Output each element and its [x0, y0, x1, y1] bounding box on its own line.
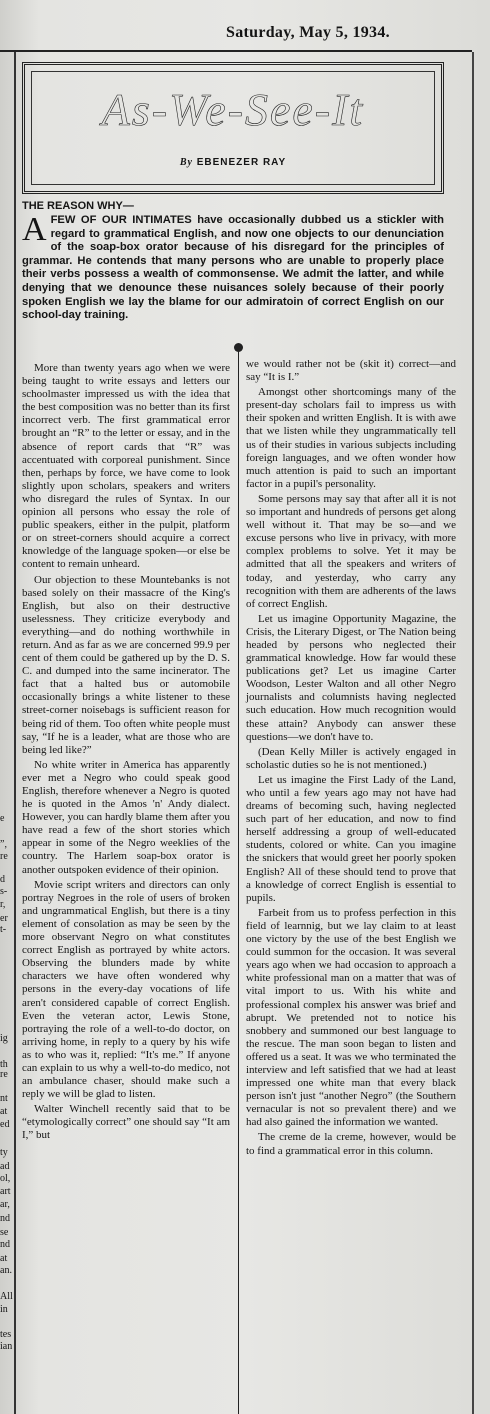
- edge-fragment: nd: [0, 1239, 10, 1250]
- column-divider: [238, 345, 239, 1414]
- body-paragraph: No white writer in America has apparently ever met a Negro who could speak good English, therefore whenever a Negro is quoted he is quoted in the Amos 'n' Andy dialect. However, you can hardly blame them after you have read a few of the short stories which appear in some of the Negro weeklies of the country. The Harlem soap-box orator is another outspoken evidence of their opinion.: [22, 758, 230, 876]
- body-paragraph: we would rather not be (skit it) correct—and say “It is I.”: [246, 358, 456, 384]
- edge-fragment: ty: [0, 1147, 8, 1158]
- body-paragraph: Our objection to these Mountebanks is not based solely on their massacre of the King's English, but also on their destructive uselessness. They criticize everybody and everything—and do nothing worthwhile in return. And as far as we are concerned 99.9 per cent of them could be gathered up by the D. S. C. and dumped into the same incinerator. The fact that a halted bus or automobile occasionally brings a white listener to these street-corner noisebags is sufficient reason for being rid of them. Too often white people must say, “If he is a leader, what are those who are being led like?”: [22, 573, 230, 756]
- body-paragraph: More than twenty years ago when we were being taught to write essays and letters our schoolmaster impressed us with the idea that the best composition was no better than its first incorrect verb. The first grammatical error brought an “R” to the letter or essay, and in the absence of report cards that “R” was accentuated with corporeal punishment. Since then, perhaps by force, we have come to look slightly upon scholars, speakers and writers who disregard the rules of Syntax. In our opinion all persons who essay the role of public speakers, either in the pulpit, platform or on street-corners should acquire a correct knowledge of the language spoken—or else be content to remain unheard.: [22, 362, 230, 571]
- byline-prefix: By: [179, 157, 193, 168]
- body-paragraph: Farbeit from us to profess perfection in this field of learnnig, but we lay claim to at least one victory by the use of the best English we could summon for the occasion. It was several years ago when we had occasion to approach a white professional man on a matter that was of vital import to us. With his white and professional complex his answer was brief and abrupt. We pretended not to notice his snobbery and summoned our best language to the rescue. The man soon began to listen and offered us a seat. It was we who terminated the interview and left satisfied that we had at least impressed one white man that every black person isn't just “another Negro” (the Southern vernacular is not so prevalent there) and we had also gained the information we wanted.: [246, 906, 456, 1129]
- edge-fragment: se: [0, 1227, 9, 1238]
- edge-fragment: ig: [0, 1033, 8, 1044]
- edge-fragment: an.: [0, 1265, 12, 1276]
- edge-fragment: All: [0, 1291, 13, 1302]
- edge-fragment: art: [0, 1186, 11, 1197]
- edge-fragment: d: [0, 874, 5, 885]
- edge-fragment: s-: [0, 886, 8, 897]
- edge-fragment: r,: [0, 899, 6, 910]
- byline: [25, 157, 441, 168]
- edge-fragment: ed: [0, 1119, 10, 1130]
- column-title: As-We-See-It: [101, 84, 365, 135]
- adjacent-column-fragments: [0, 0, 12, 1414]
- issue-date: Saturday, May 5, 1934.: [226, 24, 390, 41]
- edge-fragment: at: [0, 1253, 8, 1264]
- body-paragraph: Movie script writers and directors can only portray Negroes in the role of users of broken and ungrammatical English, but there is a tiny element of consolation as may be seen by the more observant Negro on what constitutes correct English as portrayed by white actors. Observing the blunders made by white characters we have often wondered why persons in the every-day vocations of life aren't considered capable of correct English. Even the veteran actor, Lewis Stone, portraying the role of a well-to-do doctor, on arriving home, in reply to a query by his wife as to who was it, replied: “It's me.” If anyone can explain to us why a well-to-do medico, not an ambulance chaser, should make such a reply we will be glad to listen.: [22, 878, 230, 1101]
- edge-fragment: ar,: [0, 1199, 10, 1210]
- drop-cap: A: [22, 211, 47, 248]
- body-paragraph: Some persons may say that after all it is not so important and hundreds of persons get along well without it. That may be so—and we excuse persons who live in privacy, with more complex problems to solve. Yet it may be admitted that all the speakers and writers of today, and yesterday, who carry any recognition with them are adherents of the laws of correct English.: [246, 492, 456, 610]
- header-rule: [0, 50, 472, 52]
- edge-fragment: nt: [0, 1093, 8, 1104]
- edge-fragment: ad: [0, 1161, 10, 1172]
- edge-fragment: tes: [0, 1329, 12, 1340]
- edge-fragment: e: [0, 813, 5, 824]
- left-body-column: [22, 362, 230, 1145]
- edge-fragment: ”,: [0, 839, 7, 850]
- lead-paragraph: [22, 211, 444, 323]
- edge-fragment: th: [0, 1059, 8, 1070]
- edge-fragment: in: [0, 1304, 8, 1315]
- body-paragraph: Walter Winchell recently said that to be “etymologically correct” one should say “It am I,” but: [22, 1103, 230, 1142]
- body-paragraph: The creme de la creme, however, would be to find a grammatical error in this column.: [246, 1131, 456, 1157]
- edge-fragment: er: [0, 913, 8, 924]
- edge-fragment: re: [0, 851, 8, 862]
- edge-fragment: ol,: [0, 1173, 11, 1184]
- byline-author: EBENEZER RAY: [196, 157, 287, 168]
- lead-text: FEW OF OUR INTIMATES have occasionally dubbed us a stickler with regard to grammatical English, and now one objects to our denunciation of the soap-box orator because of his disregard for the principles of grammar. He contends that many persons who are unable to properly place their verbs possess a wealth of commonsense. We admit the latter, and while denying that we denounce these nuisances solely because of their poorly spoken English we lay the blame for our admiratoin of correct English on our school-day training.: [22, 214, 444, 322]
- left-column-rule: [14, 52, 16, 1414]
- divider-ornament: [234, 343, 243, 352]
- edge-fragment: t-: [0, 924, 7, 935]
- article-subheading: THE REASON WHY—: [22, 200, 134, 212]
- body-paragraph: Amongst other shortcomings many of the present-day scholars fail to impress us with their spoken and written English. It is with awe that we listen while they ungrammatically tell us of their studies in various subjects including foreign languages, and we often wonder how much attention is paid to such an important factor in a pupil's personality.: [246, 386, 456, 490]
- edge-fragment: at: [0, 1106, 8, 1117]
- body-paragraph: Let us imagine Opportunity Magazine, the Crisis, the Literary Digest, or The Nation being headed by persons who neglected their grammatical knowledge. How far would these publications get? Let us imagine Carter Woodson, Lester Walton and all other Negro journalists and columnists having neglected such education. How much recognition would these attain? Anybody can answer these questions—we don't have to.: [246, 612, 456, 743]
- right-body-column: [246, 358, 456, 1160]
- edge-fragment: re: [0, 1069, 8, 1080]
- edge-fragment: ian: [0, 1341, 13, 1352]
- column-masthead: [22, 62, 444, 194]
- body-paragraph: Let us imagine the First Lady of the Land, who until a few years ago may not have had dreams of becoming such, having neglected such part of her education, and now to find herself addressing a group of well-educated students, colored or white. Can you imagine the snickers that would greet her poorly spoken English? All of these should tend to prove that a knowledge of correct English is essential to pupils.: [246, 773, 456, 904]
- body-paragraph: (Dean Kelly Miller is actively engaged in scholastic duties so he is not mentioned.): [246, 745, 456, 771]
- edge-fragment: nd: [0, 1213, 10, 1224]
- right-edge-rule: [472, 52, 474, 1414]
